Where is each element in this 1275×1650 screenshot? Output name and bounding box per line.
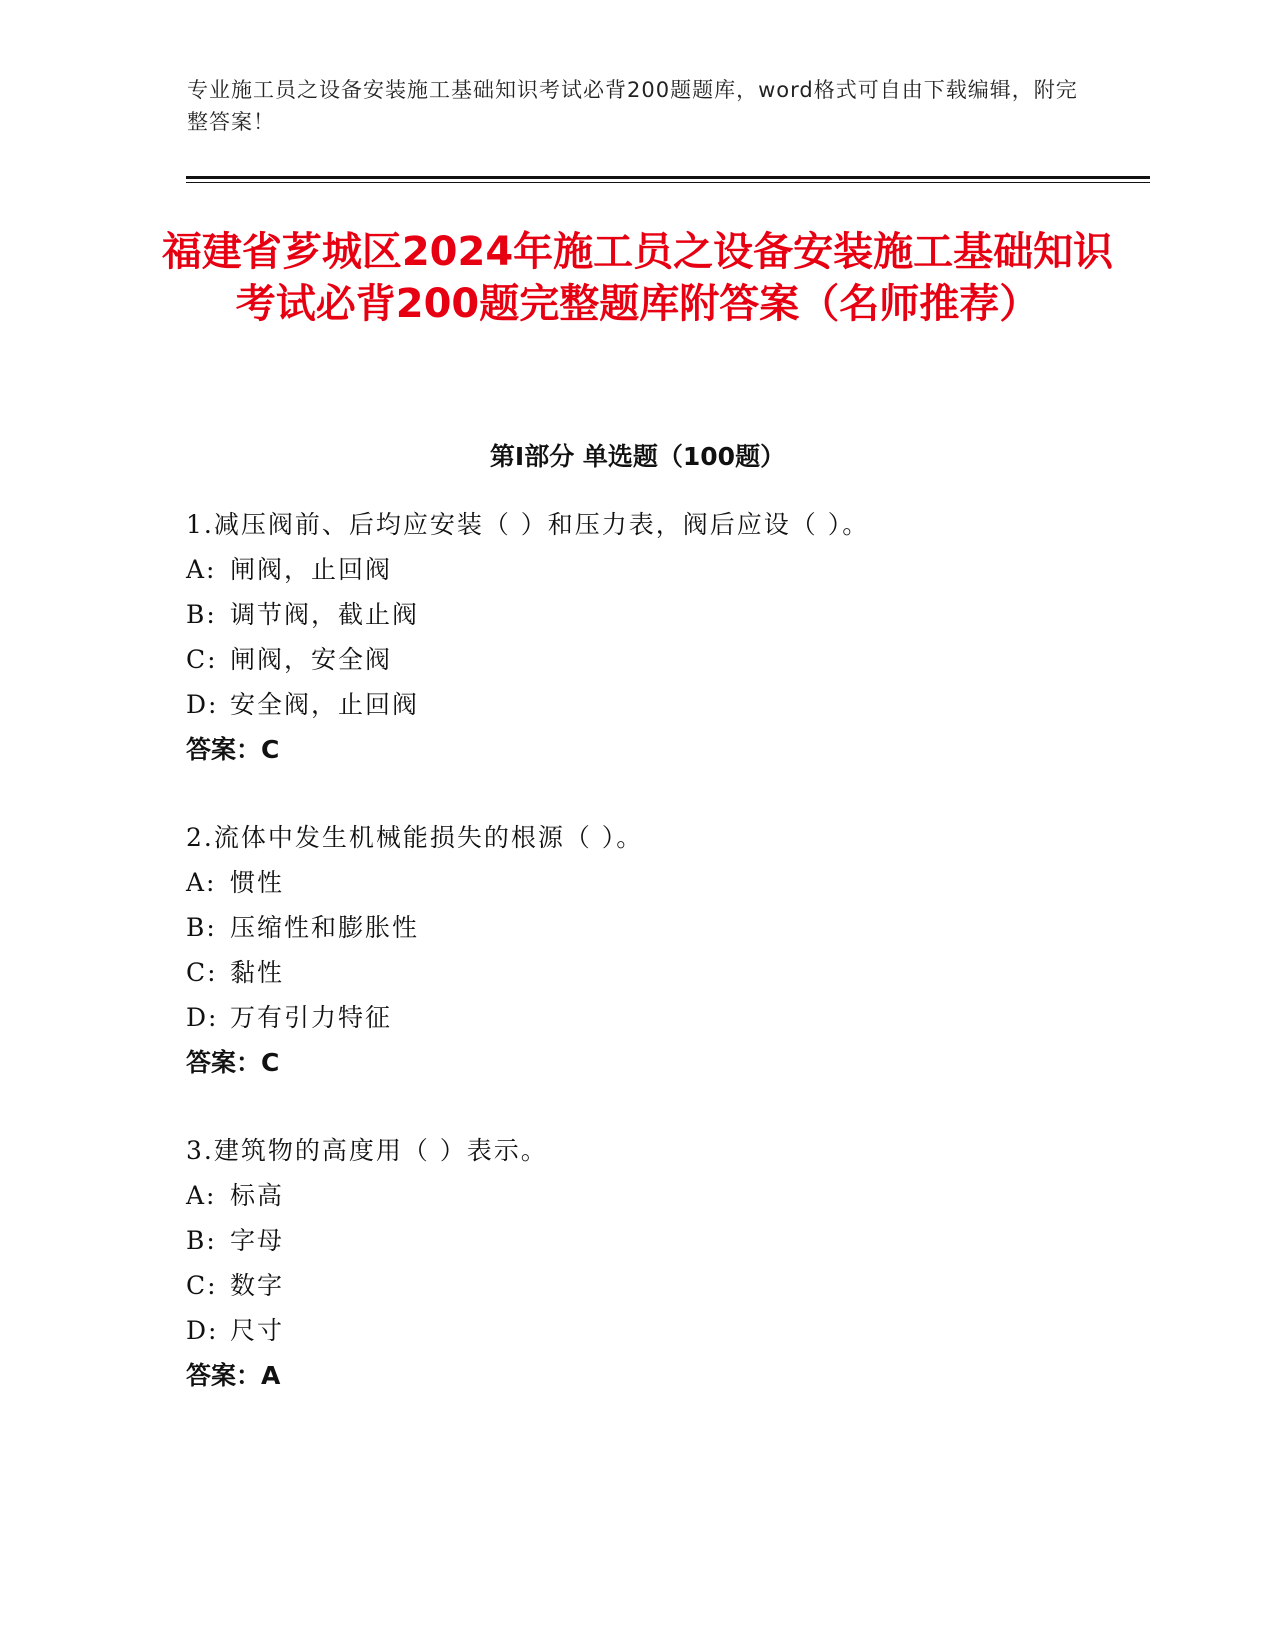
section-title: 第Ⅰ部分 单选题（100题）	[489, 442, 786, 471]
question-1	[186, 502, 1146, 772]
option-d	[186, 1308, 1146, 1353]
option-key: C:	[186, 958, 218, 987]
option-key: A:	[186, 1181, 217, 1210]
option-c	[186, 950, 1146, 995]
question-stem: 1.减压阀前、后均应安装（ ）和压力表，阀后应设（ ）。	[186, 510, 870, 539]
option-c	[186, 637, 1146, 682]
option-a	[186, 1173, 1146, 1218]
option-text: 万有引力特征	[230, 1003, 393, 1032]
option-key: D:	[186, 1316, 219, 1345]
answer: 答案：A	[186, 1361, 281, 1390]
option-text: 数字	[230, 1271, 285, 1300]
question-stem: 2.流体中发生机械能损失的根源（ ）。	[186, 823, 644, 852]
option-key: C:	[186, 1271, 218, 1300]
document-title: 福建省芗城区2024年施工员之设备安装施工基础知识考试必背200题完整题库附答案（名师推荐）	[161, 229, 1114, 327]
option-a	[186, 860, 1146, 905]
question-2	[186, 815, 1146, 1085]
option-key: B:	[186, 913, 217, 942]
option-key: B:	[186, 600, 217, 629]
answer: 答案：C	[186, 735, 280, 764]
option-text: 标高	[230, 1181, 285, 1210]
option-key: D:	[186, 1003, 219, 1032]
question-3	[186, 1128, 1146, 1398]
option-key: A:	[186, 868, 217, 897]
option-b	[186, 905, 1146, 950]
option-b	[186, 1218, 1146, 1263]
answer: 答案：C	[186, 1048, 280, 1077]
option-text: 安全阀，止回阀	[230, 690, 420, 719]
option-a	[186, 547, 1146, 592]
option-b	[186, 592, 1146, 637]
option-text: 闸阀，安全阀	[230, 645, 393, 674]
option-text: 闸阀，止回阀	[230, 555, 393, 584]
header-rule-thin	[186, 182, 1150, 183]
header-rule-thick	[186, 176, 1150, 179]
option-key: B:	[186, 1226, 217, 1255]
option-d	[186, 995, 1146, 1040]
option-d	[186, 682, 1146, 727]
question-stem: 3.建筑物的高度用（ ）表示。	[186, 1136, 548, 1165]
header-note: 专业施工员之设备安装施工基础知识考试必背200题题库，word格式可自由下载编辑，附完整答案！	[187, 78, 1078, 134]
option-text: 字母	[230, 1226, 285, 1255]
option-text: 压缩性和膨胀性	[230, 913, 420, 942]
option-key: C:	[186, 645, 218, 674]
option-key: A:	[186, 555, 217, 584]
option-text: 惯性	[230, 868, 285, 897]
option-c	[186, 1263, 1146, 1308]
option-text: 黏性	[230, 958, 285, 987]
option-key: D:	[186, 690, 219, 719]
option-text: 调节阀，截止阀	[230, 600, 420, 629]
option-text: 尺寸	[230, 1316, 285, 1345]
